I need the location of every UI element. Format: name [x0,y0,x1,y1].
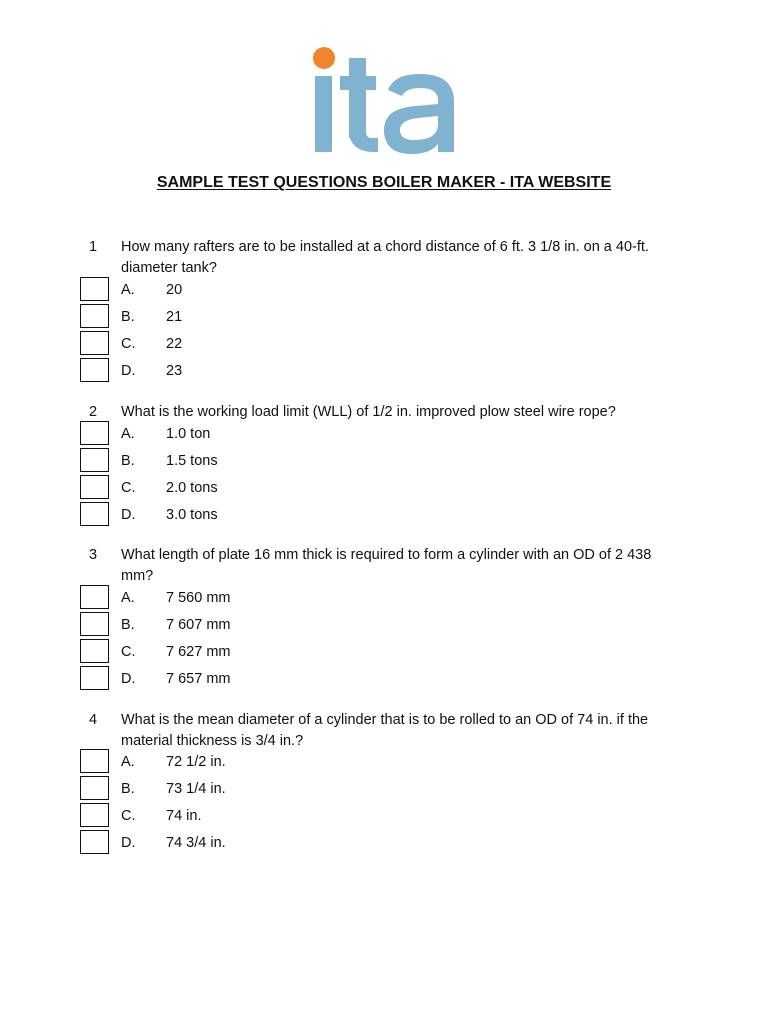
answer-checkbox[interactable] [80,666,109,690]
option-letter: A. [121,754,135,770]
option-letter: C. [121,336,136,352]
logo-letter-t [340,58,378,152]
answer-checkbox[interactable] [80,277,109,301]
logo-letter-i [315,76,332,152]
answer-checkbox[interactable] [80,776,109,800]
question-text: What length of plate 16 mm thick is required to form a cylinder with an OD of 2 438 mm? [121,547,652,584]
option-text: 2.0 tons [166,480,218,496]
question-text: How many rafters are to be installed at a chord distance of 6 ft. 3 1/8 in. on a 40-ft. diameter tank? [121,239,649,276]
answer-option[interactable] [0,335,768,362]
option-letter: C. [121,644,136,660]
option-letter: A. [121,590,135,606]
answer-option[interactable] [0,780,768,807]
answer-checkbox[interactable] [80,803,109,827]
answer-option[interactable] [0,834,768,861]
question-number: 3 [89,547,98,563]
option-letter: D. [121,835,136,851]
answer-option[interactable] [0,589,768,616]
question-text: What is the working load limit (WLL) of 1/2 in. improved plow steel wire rope? [121,404,616,420]
option-text: 7 627 mm [166,644,231,660]
option-text: 7 657 mm [166,671,231,687]
option-text: 1.5 tons [166,453,218,469]
answer-option[interactable] [0,807,768,834]
option-letter: A. [121,282,135,298]
option-text: 20 [166,282,183,298]
answer-checkbox[interactable] [80,612,109,636]
answer-option[interactable] [0,616,768,643]
answer-option[interactable] [0,452,768,479]
answer-checkbox[interactable] [80,639,109,663]
option-text: 3.0 tons [166,507,218,523]
option-text: 74 3/4 in. [166,835,226,851]
answer-checkbox[interactable] [80,749,109,773]
answer-option[interactable] [0,362,768,389]
option-letter: D. [121,507,136,523]
answer-option[interactable] [0,670,768,697]
option-text: 22 [166,336,183,352]
answer-option[interactable] [0,506,768,533]
answer-option[interactable] [0,308,768,335]
logo-letter-a [384,74,454,154]
option-text: 73 1/4 in. [166,781,226,797]
answer-checkbox[interactable] [80,830,109,854]
answer-option[interactable] [0,479,768,506]
option-text: 72 1/2 in. [166,754,226,770]
option-letter: D. [121,671,136,687]
logo-dot [313,47,335,69]
option-letter: D. [121,363,136,379]
answer-checkbox[interactable] [80,502,109,526]
question-number: 2 [89,404,98,420]
answer-option[interactable] [0,425,768,452]
option-letter: B. [121,617,135,633]
option-letter: A. [121,426,135,442]
option-text: 21 [166,309,183,325]
option-text: 1.0 ton [166,426,211,442]
option-letter: B. [121,453,135,469]
question-number: 1 [89,239,98,255]
answer-option[interactable] [0,753,768,780]
option-text: 74 in. [166,808,202,824]
answer-checkbox[interactable] [80,358,109,382]
page-title: SAMPLE TEST QUESTIONS BOILER MAKER - ITA WEBSITE [156,174,612,191]
option-text: 7 607 mm [166,617,231,633]
answer-option[interactable] [0,643,768,670]
option-text: 7 560 mm [166,590,231,606]
answer-checkbox[interactable] [80,475,109,499]
question-text: What is the mean diameter of a cylinder that is to be rolled to an OD of 74 in. if the material thickness is 3/4 in.? [121,712,649,749]
answer-checkbox[interactable] [80,421,109,445]
option-text: 23 [166,363,183,379]
answer-checkbox[interactable] [80,448,109,472]
option-letter: C. [121,480,136,496]
option-letter: B. [121,781,135,797]
answer-option[interactable] [0,281,768,308]
option-letter: B. [121,309,135,325]
ita-logo [312,44,462,156]
question-number: 4 [89,712,98,728]
option-letter: C. [121,808,136,824]
answer-checkbox[interactable] [80,304,109,328]
answer-checkbox[interactable] [80,331,109,355]
answer-checkbox[interactable] [80,585,109,609]
